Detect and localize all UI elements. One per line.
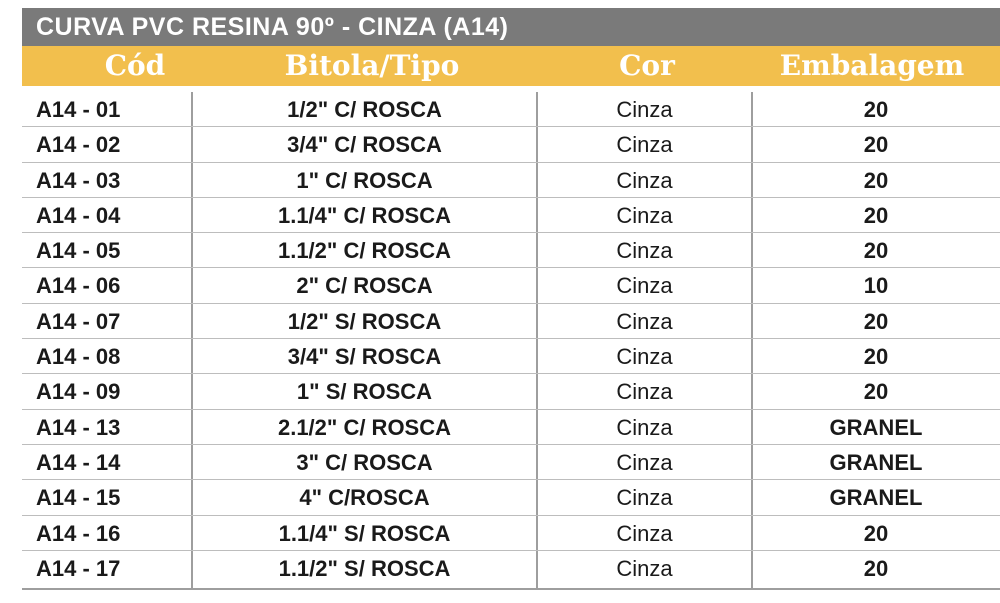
table-row — [22, 445, 1000, 480]
header-cod: Cód — [104, 49, 166, 82]
cell-embalagem: 20 — [863, 379, 889, 405]
table-row — [22, 233, 1000, 268]
cell-cod: A14 - 07 — [36, 308, 121, 334]
table-row — [22, 551, 1000, 586]
cell-bitola: 3" C/ ROSCA — [296, 449, 433, 475]
cell-embalagem: 20 — [863, 344, 889, 370]
cell-embalagem: 20 — [863, 308, 889, 334]
cell-cod: A14 - 06 — [36, 273, 121, 299]
cell-cod: A14 - 15 — [36, 485, 121, 511]
cell-bitola: 1" S/ ROSCA — [296, 379, 433, 405]
table-header — [22, 46, 1000, 86]
table-row — [22, 480, 1000, 515]
cell-bitola: 1" C/ ROSCA — [296, 167, 433, 193]
table-row — [22, 127, 1000, 162]
cell-cod: A14 - 01 — [36, 97, 121, 122]
cell-cod: A14 - 17 — [36, 555, 121, 581]
cell-bitola: 4" C/ROSCA — [299, 485, 430, 511]
cell-embalagem: 20 — [863, 238, 889, 264]
cell-embalagem: GRANEL — [829, 449, 923, 475]
table-row — [22, 92, 1000, 127]
cell-bitola: 1.1/2" C/ ROSCA — [277, 238, 452, 264]
cell-cod: A14 - 03 — [36, 167, 121, 193]
cell-cor: Cinza — [616, 132, 673, 158]
cell-cod: A14 - 08 — [36, 344, 121, 370]
cell-bitola: 3/4" C/ ROSCA — [287, 132, 442, 158]
cell-bitola: 1.1/4" C/ ROSCA — [277, 202, 452, 228]
cell-cod: A14 - 04 — [36, 202, 121, 228]
cell-embalagem: 10 — [863, 273, 889, 299]
table-row — [22, 410, 1000, 445]
cell-embalagem: 20 — [863, 167, 889, 193]
cell-embalagem: GRANEL — [829, 414, 923, 440]
cell-cor: Cinza — [616, 167, 673, 193]
cell-embalagem: 20 — [863, 97, 889, 122]
cell-bitola: 2.1/2" C/ ROSCA — [277, 414, 452, 440]
cell-bitola: 3/4" S/ ROSCA — [287, 344, 442, 370]
cell-cod: A14 - 16 — [36, 520, 121, 546]
table-body — [22, 92, 1000, 586]
cell-cod: A14 - 05 — [36, 238, 121, 264]
cell-cor: Cinza — [616, 449, 673, 475]
header-embalagem: Embalagem — [779, 49, 965, 82]
cell-cod: A14 - 13 — [36, 414, 121, 440]
cell-cor: Cinza — [616, 273, 673, 299]
cell-cor: Cinza — [616, 485, 673, 511]
cell-bitola: 2" C/ ROSCA — [296, 273, 433, 299]
table-row — [22, 339, 1000, 374]
cell-cod: A14 - 14 — [36, 449, 121, 475]
header-cor: Cor — [619, 49, 675, 82]
table-row — [22, 304, 1000, 339]
cell-cor: Cinza — [616, 520, 673, 546]
cell-cor: Cinza — [616, 344, 673, 370]
cell-cor: Cinza — [616, 414, 673, 440]
header-bitola: Bitola/Tipo — [284, 49, 460, 82]
cell-embalagem: GRANEL — [829, 485, 923, 511]
table-row — [22, 198, 1000, 233]
cell-bitola: 1/2" C/ ROSCA — [287, 97, 442, 122]
title-bar — [22, 8, 1000, 46]
cell-cod: A14 - 09 — [36, 379, 121, 405]
table-row — [22, 163, 1000, 198]
cell-cor: Cinza — [616, 308, 673, 334]
cell-bitola: 1.1/2" S/ ROSCA — [278, 555, 451, 581]
table-title: CURVA PVC RESINA 90º - CINZA (A14) — [36, 12, 509, 41]
cell-embalagem: 20 — [863, 132, 889, 158]
table-row — [22, 516, 1000, 551]
table-bottom-border — [22, 588, 1000, 590]
cell-cor: Cinza — [616, 555, 673, 581]
cell-cor: Cinza — [616, 97, 673, 122]
cell-cor: Cinza — [616, 379, 673, 405]
table-row — [22, 268, 1000, 303]
cell-bitola: 1.1/4" S/ ROSCA — [278, 520, 451, 546]
cell-embalagem: 20 — [863, 520, 889, 546]
cell-bitola: 1/2" S/ ROSCA — [287, 308, 442, 334]
cell-cor: Cinza — [616, 202, 673, 228]
cell-embalagem: 20 — [863, 202, 889, 228]
table-row — [22, 374, 1000, 409]
cell-embalagem: 20 — [863, 555, 889, 581]
cell-cor: Cinza — [616, 238, 673, 264]
cell-cod: A14 - 02 — [36, 132, 121, 158]
